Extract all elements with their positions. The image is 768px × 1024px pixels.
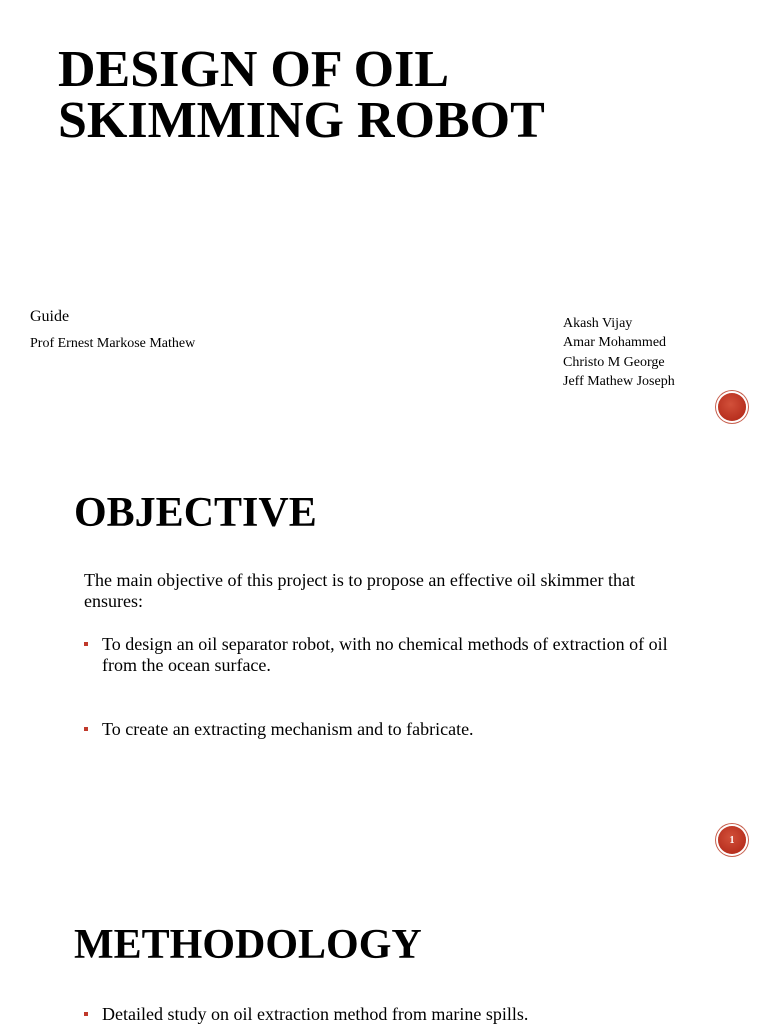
author-name: Jeff Mathew Joseph [563, 373, 675, 389]
author-name: Amar Mohammed [563, 335, 667, 351]
title-slide [0, 0, 768, 430]
methodology-heading: METHODOLOGY [74, 922, 422, 968]
bullet-text: Detailed study on oil extraction method from marine spills. [102, 1004, 529, 1024]
bullet-square-icon [84, 642, 88, 646]
objective-bullet-list [84, 634, 704, 740]
methodology-bullet-list [84, 1004, 704, 1024]
guide-label: Guide [30, 308, 70, 325]
presentation-title [58, 41, 738, 149]
title-line-1: DESIGN OF OIL [58, 41, 450, 98]
list-item [84, 719, 704, 740]
bullet-text: To create an extracting mechanism and to fabricate. [102, 719, 474, 739]
title-line-2: SKIMMING ROBOT [58, 92, 545, 149]
list-item [84, 1004, 704, 1024]
methodology-slide [0, 860, 768, 1024]
bullet-square-icon [84, 727, 88, 731]
author-name: Christo M George [563, 354, 665, 370]
list-item [84, 634, 704, 676]
objective-heading: OBJECTIVE [74, 490, 317, 536]
slide-number-badge [718, 393, 746, 421]
guide-name: Prof Ernest Markose Mathew [30, 336, 196, 351]
slide-number-badge: 1 [718, 826, 746, 854]
author-list [563, 314, 675, 391]
bullet-text: To design an oil separator robot, with no chemical methods of extraction of oil from the ocean surface. [102, 634, 668, 675]
objective-slide [0, 430, 768, 860]
author-name: Akash Vijay [563, 316, 633, 331]
bullet-square-icon [84, 1012, 88, 1016]
objective-intro: The main objective of this project is to propose an effective oil skimmer that ensures: [84, 570, 636, 611]
